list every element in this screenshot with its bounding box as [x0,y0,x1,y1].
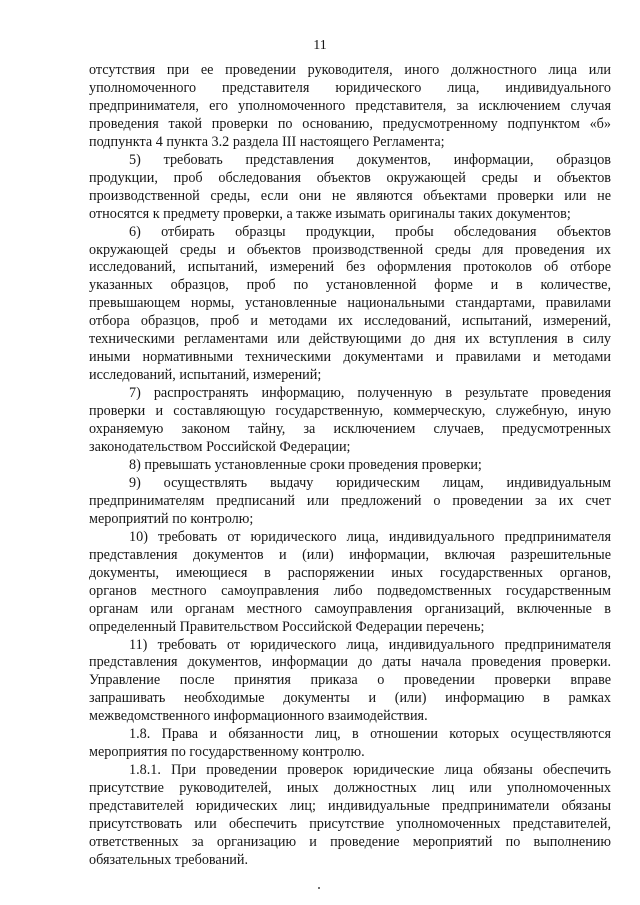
text-line: отсутствия при ее проведении руководителя, иного должностного лица или [89,62,611,78]
text-line: охраняемую законом тайну, за исключением случаев, предусмотренных [89,421,611,438]
text-line: 5) требовать представления документов, информации, образцов [129,151,611,168]
text-line: 1.8.1. При проведении проверок юридические лица обязаны обеспечить [129,762,611,779]
text-line: 7) распространять информацию, полученную в результате проведения [129,385,611,402]
text-line: обязательных требований. [89,851,249,868]
text-line: исследований, испытаний, измерений; [89,367,322,384]
text-line: превышающем нормы, установленные национальными стандартами, правилами [89,295,611,312]
text-line: проверки и составляющую государственную, коммерческую, служебную, иную [89,403,611,420]
text-line: 9) осуществлять выдачу юридическим лицам, индивидуальным [129,474,611,491]
text-line: относятся к предмету проверки, а также изымать оригиналы таких документов; [89,205,571,222]
text-line: представителей юридических лиц; индивидуальные предприниматели обязаны [89,798,611,815]
text-line: документы, имеющиеся в распоряжении иных государственных органов, [89,564,611,581]
text-line: представления документов, информации до даты начала проведения проверки. [89,654,611,671]
text-line: иными нормативными техническими документами и правилами и методами [89,349,611,366]
text-line: подпункта 4 пункта 3.2 раздела III настоящего Регламента; [89,133,445,150]
document-body [89,62,611,870]
text-line: проведения такой проверки по основанию, предусмотренному подпунктом «б» [89,115,611,132]
text-line: органов местного самоуправления либо подведомственных государственным [89,582,611,599]
text-line: мероприятия по государственному контролю. [89,744,365,761]
text-line: уполномоченного представителя юридического лица, индивидуального [89,79,611,96]
scan-speck [318,887,320,889]
text-line: ответственных за организацию и проведение мероприятий по выполнению [89,833,611,850]
text-line: окружающей среды и объектов производственной среды для проведения их [89,241,611,258]
text-line: межведомственного информационного взаимодействия. [89,708,428,725]
text-line: законодательством Российской Федерации; [89,439,351,456]
text-line: предпринимателям предписаний или предложений о проведении за их счет [89,492,611,509]
text-line: Управление после принятия приказа о проведении проверки вправе [89,672,611,689]
text-line: 8) превышать установленные сроки проведения проверки; [129,456,482,473]
text-line: 6) отбирать образцы продукции, пробы обследования объектов [129,223,611,240]
text-line: производственной среды, если они не являются объектами проверки или не [89,187,611,204]
text-line: техническими регламентами или действующими до дня их вступления в силу [89,331,611,348]
text-line: органам или органам местного самоуправления организаций, включенные в [89,600,611,617]
page-number: 11 [313,38,327,53]
text-line: указанных образцов, проб по установленной форме и в количестве, [89,277,611,294]
text-line: предпринимателя, его уполномоченного представителя, за исключением случая [89,97,611,114]
text-line: представления документов и (или) информации, включая разрешительные [89,546,611,563]
text-line: 1.8. Права и обязанности лиц, в отношении которых осуществляются [129,726,611,743]
text-line: запрашивать необходимые документы и (или) информацию в рамках [89,690,611,707]
text-line: 10) требовать от юридического лица, индивидуального предпринимателя [129,528,611,545]
text-line: мероприятий по контролю; [89,510,254,527]
text-line: 11) требовать от юридического лица, индивидуального предпринимателя [129,636,611,653]
text-line: исследований, испытаний, измерений без оформления протоколов об отборе [89,259,611,276]
text-line: продукции, проб обследования объектов окружающей среды и объектов [89,169,611,186]
text-line: присутствие руководителей, иных должностных лиц или уполномоченных [89,780,611,797]
text-line: присутствовать или обеспечить присутствие уполномоченных представителей, [89,816,611,833]
text-line: отбора образцов, проб и методами их исследований, испытаний, измерений, [89,313,611,330]
text-line: определенный Правительством Российской Федерации перечень; [89,618,485,635]
